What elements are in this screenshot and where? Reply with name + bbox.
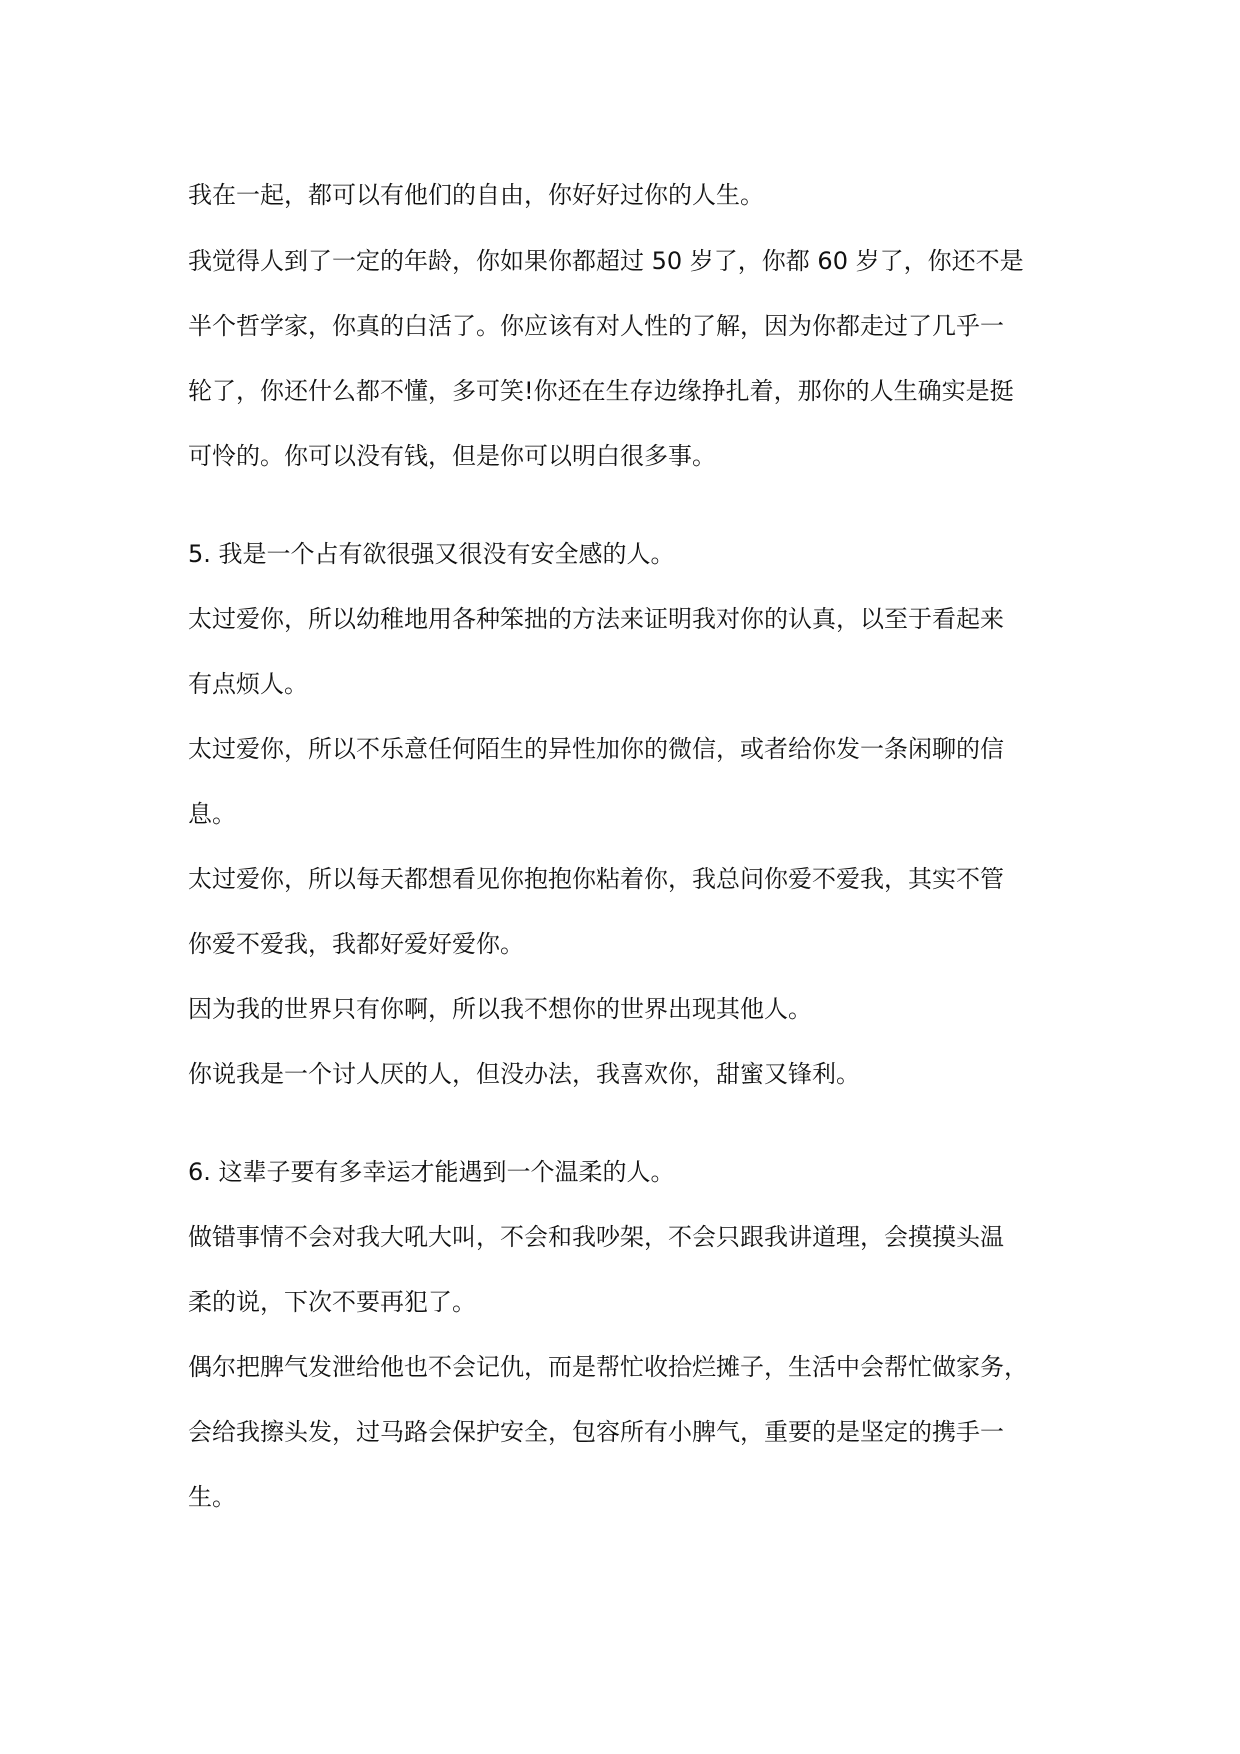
text-line: 可怜的。你可以没有钱，但是你可以明白很多事。	[188, 442, 716, 470]
text-line: 太过爱你，所以不乐意任何陌生的异性加你的微信，或者给你发一条闲聊的信	[188, 735, 1004, 763]
text-line: 生。	[188, 1483, 236, 1511]
text-line: 做错事情不会对我大吼大叫，不会和我吵架，不会只跟我讲道理，会摸摸头温	[188, 1223, 1004, 1251]
text-line: 柔的说，下次不要再犯了。	[188, 1288, 476, 1316]
text-line: 太过爱你，所以每天都想看见你抱抱你粘着你，我总问你爱不爱我，其实不管	[188, 865, 1004, 893]
text-line: 偶尔把脾气发泄给他也不会记仇，而是帮忙收拾烂摊子，生活中会帮忙做家务，	[188, 1353, 1028, 1381]
text-line: 你说我是一个讨人厌的人，但没办法，我喜欢你，甜蜜又锋利。	[188, 1060, 860, 1088]
text-line: 半个哲学家，你真的白活了。你应该有对人性的了解，因为你都走过了几乎一	[188, 312, 1004, 340]
text-line: 会给我擦头发，过马路会保护安全，包容所有小脾气，重要的是坚定的携手一	[188, 1418, 1004, 1446]
section-heading: 5. 我是一个占有欲很强又很没有安全感的人。	[188, 540, 675, 568]
text-line: 我在一起，都可以有他们的自由，你好好过你的人生。	[188, 181, 764, 209]
text-line: 轮了，你还什么都不懂，多可笑!你还在生存边缘挣扎着，那你的人生确实是挺	[188, 377, 1014, 405]
text-line: 太过爱你，所以幼稚地用各种笨拙的方法来证明我对你的认真，以至于看起来	[188, 605, 1004, 633]
text-line: 有点烦人。	[188, 670, 308, 698]
text-line: 你爱不爱我，我都好爱好爱你。	[188, 930, 524, 958]
text-line: 我觉得人到了一定的年龄，你如果你都超过 50 岁了，你都 60 岁了，你还不是	[188, 247, 1024, 275]
text-line: 息。	[188, 800, 236, 828]
section-heading: 6. 这辈子要有多幸运才能遇到一个温柔的人。	[188, 1158, 675, 1186]
text-line: 因为我的世界只有你啊，所以我不想你的世界出现其他人。	[188, 995, 812, 1023]
